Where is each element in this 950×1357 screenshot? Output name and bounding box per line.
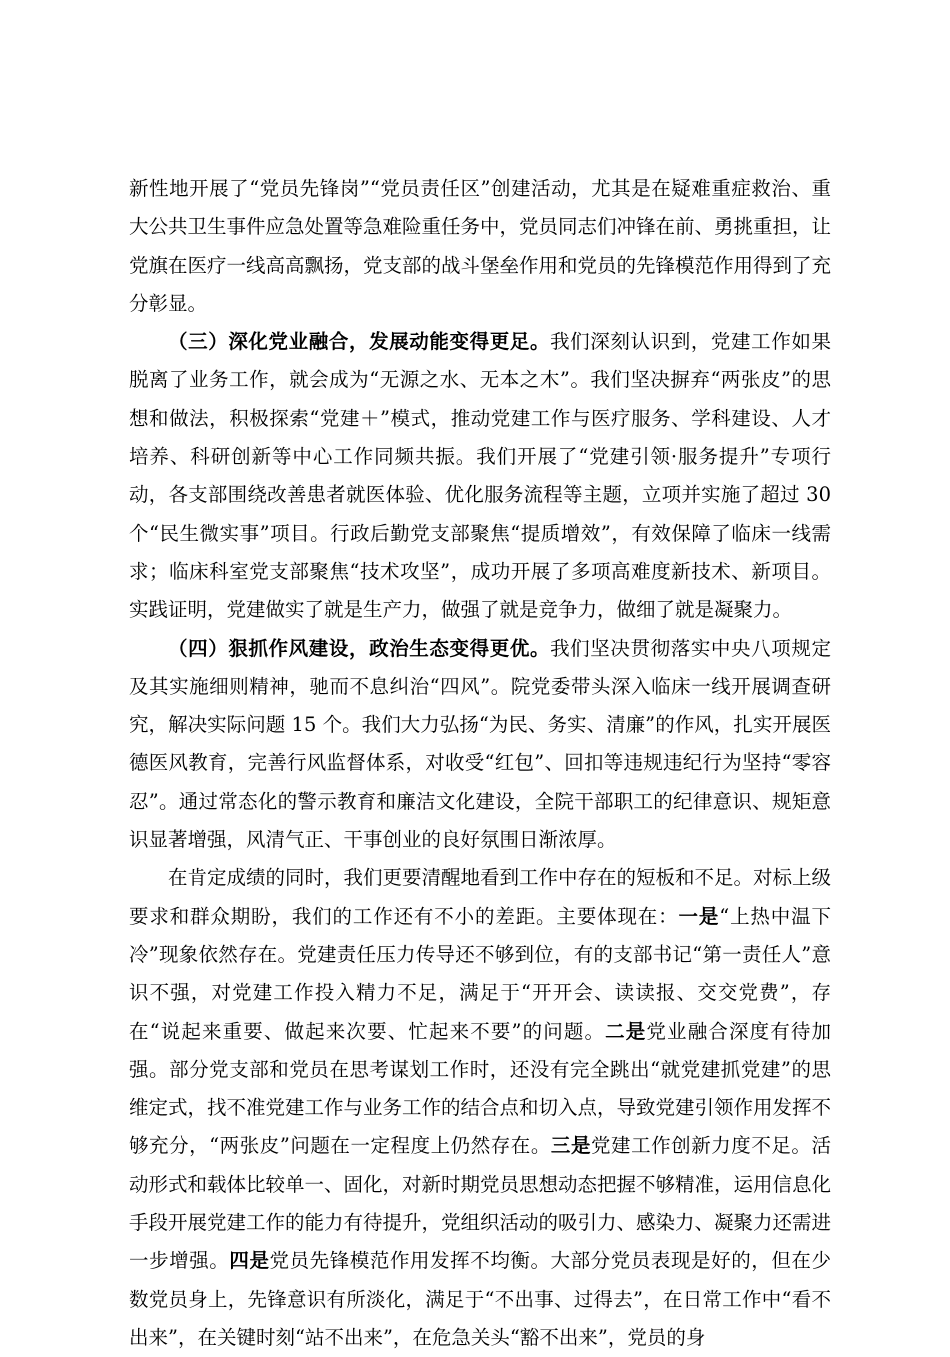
- paragraph-2: [129, 323, 831, 629]
- section-heading-3: （三）深化党业融合，发展动能变得更足。: [168, 330, 551, 354]
- paragraph-text: 我们深刻认识到，党建工作如果脱离了业务工作，就会成为“无源之水、无本之木”。我们坚决摒弃“两张皮”的思想和做法，积极探索“党建＋”模式，推动党建工作与医疗服务、学科建设、人才培养、科研创新等中心工作同频共振。我们开展了“党建引领·服务提升”专项行动，各支部围绕改善患者就医体验、优化服务流程等主题，立项并实施了超过 30 个“民生微实事”项目。行政后勤党支部聚焦“提质增效”，有效保障了临床一线需求；临床科室党支部聚焦“技术攻坚”，成功开展了多项高难度新技术、新项目。实践证明，党建做实了就是生产力，做强了就是竞争力，做细了就是凝聚力。: [129, 330, 831, 622]
- point-label-1: 一是: [678, 904, 720, 928]
- paragraph-text: 党建工作创新力度不足。活动形式和载体比较单一、固化，对新时期党员思想动态把握不够精准，运用信息化手段开展党建工作的能力有待提升，党组织活动的吸引力、感染力、凝聚力还需进一步增强。: [129, 1134, 832, 1273]
- section-heading-4: （四）狠抓作风建设，政治生态变得更优。: [168, 636, 551, 660]
- point-label-3: 三是: [550, 1134, 591, 1158]
- paragraph-text: 新性地开展了“党员先锋岗”“党员责任区”创建活动，尤其是在疑难重症救治、重大公共卫生事件应急处置等急难险重任务中，党员同志们冲锋在前、勇挑重担，让党旗在医疗一线高高飘扬，党支部的战斗堡垒作用和党员的先锋模范作用得到了充分彰显。: [129, 177, 832, 315]
- point-label-4: 四是: [229, 1249, 270, 1273]
- paragraph-text: 党员先锋模范作用发挥不均衡。大部分党员表现是好的，但在少数党员身上，先锋意识有所淡化，满足于“不出事、过得去”，在日常工作中“看不出来”，在关键时刻“站不出来”，在危急关头“豁不出来”，党员的身: [129, 1249, 831, 1349]
- paragraph-text: 党业融合深度有待加强。部分党支部和党员在思考谋划工作时，还没有完全跳出“就党建抓党建”的思维定式，找不准党建工作与业务工作的结合点和切入点，导致党建引领作用发挥不够充分，“两张皮”问题在一定程度上仍然存在。: [129, 1019, 832, 1158]
- document-body: [129, 170, 831, 1357]
- paragraph-text: 我们坚决贯彻落实中央八项规定及其实施细则精神，驰而不息纠治“四风”。院党委带头深入临床一线开展调查研究，解决实际问题 15 个。我们大力弘扬“为民、务实、清廉”的作风，扎实开展医德医风教育，完善行风监督体系，对收受“红包”、回扣等违规违纪行为坚持“零容忍”。通过常态化的警示教育和廉洁文化建设，全院干部职工的纪律意识、规矩意识显著增强，风清气正、干事创业的良好氛围日渐浓厚。: [129, 636, 831, 852]
- paragraph-text: 在肯定成绩的同时，我们更要清醒地看到工作中存在的短板和不足。对标上级要求和群众期盼，我们的工作还有不小的差距。主要体现在：: [129, 866, 832, 928]
- paragraph-3: [129, 630, 831, 860]
- paragraph-4: [129, 859, 831, 1357]
- point-label-2: 二是: [605, 1019, 647, 1043]
- paragraph-1: [129, 170, 831, 323]
- paragraph-text: “上热中温下冷”现象依然存在。党建责任压力传导还不够到位，有的支部书记“第一责任人”意识不强，对党建工作投入精力不足，满足于“开开会、读读报、交交党费”，存在“说起来重要、做起来次要、忙起来不要”的问题。: [129, 904, 831, 1043]
